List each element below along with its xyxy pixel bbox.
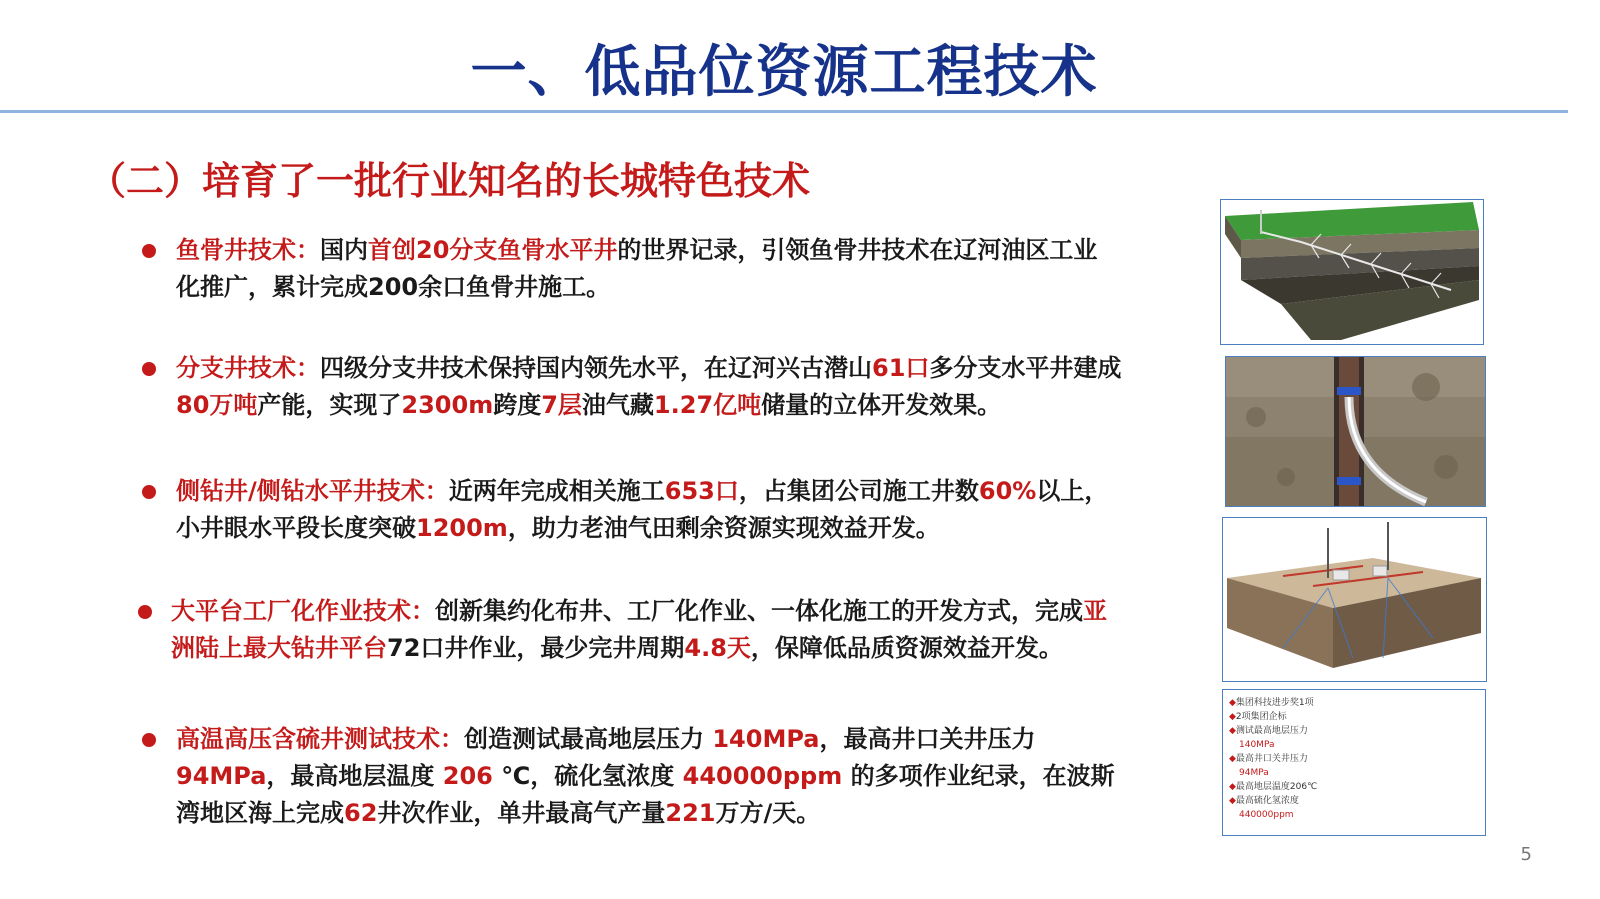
- highlight-text: 140MPa: [712, 725, 820, 753]
- body-text: 多分支水平井建成: [929, 354, 1122, 382]
- bullet-line: [176, 232, 1176, 269]
- body-text: 油气藏: [581, 391, 654, 419]
- bullet-large-platform: [171, 593, 1171, 667]
- bullet-dot: [138, 605, 152, 619]
- body-text: 近两年完成相关施工: [448, 477, 665, 505]
- bullet-heading: 大平台工厂化作业技术：: [171, 597, 435, 625]
- highlight-text: 440000ppm: [682, 762, 843, 790]
- achievement-item: ◆最高硫化氢浓度: [1229, 796, 1299, 806]
- bullet-dot: [142, 362, 156, 376]
- bullet-line: [176, 510, 1176, 547]
- bullet-multilateral-well: [176, 350, 1176, 424]
- highlight-text: 亚: [1083, 597, 1107, 625]
- section-subtitle: （二）培育了一批行业知名的长城特色技术: [88, 159, 811, 203]
- highlight-text: 7层: [541, 391, 582, 419]
- bullet-line: [171, 630, 1171, 667]
- title-divider: [0, 110, 1568, 113]
- body-text: 小井眼水平段长度突破: [176, 514, 416, 542]
- body-text: ，保障低品质资源效益开发。: [750, 634, 1063, 662]
- body-text: 跨度: [493, 391, 542, 419]
- body-text: ，最高地层温度: [266, 762, 443, 790]
- bullet-line: [176, 473, 1176, 510]
- body-text: 产能，实现了: [257, 391, 402, 419]
- highlight-text: 洲陆上最大钻井平台: [171, 634, 387, 662]
- page-number: 5: [1520, 844, 1532, 865]
- body-text: 储量的立体开发效果。: [761, 391, 1002, 419]
- body-text: 化推广，累计完成200余口鱼骨井施工。: [176, 273, 611, 301]
- body-text: 的世界记录，引领鱼骨井技术在辽河油区工业: [617, 236, 1098, 264]
- page-title: 一、低品位资源工程技术: [470, 40, 1098, 105]
- bullet-line: [176, 795, 1176, 832]
- bullet-sidetrack-well: [176, 473, 1176, 547]
- bullet-fishbone-well: [176, 232, 1176, 306]
- fishbone-well-illustration: [1220, 199, 1484, 345]
- highlight-text: 80万吨: [176, 391, 258, 419]
- bullet-dot: [142, 733, 156, 747]
- achievement-list: [1229, 696, 1327, 822]
- achievement-item: 440000ppm: [1239, 810, 1294, 820]
- body-text: ，占集团公司施工井数: [738, 477, 979, 505]
- highlight-text: 653口: [664, 477, 739, 505]
- body-text: 国内: [320, 236, 368, 264]
- bullet-dot: [142, 485, 156, 499]
- body-text: 创造测试最高地层压力: [464, 725, 713, 753]
- bullet-hpht-sour-testing: [176, 721, 1176, 832]
- drilling-platform-illustration: [1222, 517, 1487, 682]
- body-text: ，最高井口关井压力: [819, 725, 1036, 753]
- body-text: 四级分支井技术保持国内领先水平，在辽河兴古潜山: [320, 354, 872, 382]
- achievement-item: ◆最高井口关井压力: [1229, 754, 1308, 764]
- highlight-text: 2300m: [401, 391, 494, 419]
- achievement-item: ◆最高地层温度206℃: [1229, 782, 1318, 792]
- highlight-text: 61口: [872, 354, 930, 382]
- achievement-item: ◆2项集团企标: [1229, 712, 1287, 722]
- highlight-text: 221: [665, 799, 716, 827]
- highlight-text: 首创20分支鱼骨水平井: [368, 236, 618, 264]
- bullet-heading: 高温高压含硫井测试技术：: [176, 725, 464, 753]
- highlight-text: 94MPa: [176, 762, 267, 790]
- highlight-text: 60%: [978, 477, 1037, 505]
- body-text: 以上，: [1036, 477, 1109, 505]
- achievement-item: ◆测试最高地层压力: [1229, 726, 1308, 736]
- bullet-heading: 侧钻井/侧钻水平井技术：: [176, 477, 449, 505]
- bullet-heading: 分支井技术：: [176, 354, 320, 382]
- highlight-text: 1200m: [416, 514, 508, 542]
- bullet-line: [176, 387, 1176, 424]
- body-text: 的多项作业纪录，在波斯: [842, 762, 1115, 790]
- body-text: 创新集约化布井、工厂化作业、一体化施工的开发方式，完成: [435, 597, 1083, 625]
- body-text: 湾地区海上完成: [176, 799, 344, 827]
- multilateral-well-illustration: [1225, 356, 1486, 507]
- body-text: 72口井作业，最少完井周期: [387, 634, 685, 662]
- bullet-line: [176, 269, 1176, 306]
- achievement-item: 140MPa: [1239, 740, 1275, 750]
- highlight-text: 4.8天: [684, 634, 751, 662]
- bullet-line: [176, 758, 1176, 795]
- body-text: ℃，硫化氢浓度: [501, 762, 683, 790]
- body-text: ，助力老油气田剩余资源实现效益开发。: [507, 514, 940, 542]
- hpht-testing-collage: [1222, 689, 1486, 836]
- highlight-text: 62: [344, 799, 378, 827]
- body-text: 万方/天。: [715, 799, 821, 827]
- bullet-dot: [142, 244, 156, 258]
- achievement-item: 94MPa: [1239, 768, 1269, 778]
- highlight-text: 1.27亿吨: [653, 391, 762, 419]
- bullet-line: [171, 593, 1171, 630]
- body-text: 井次作业，单井最高气产量: [377, 799, 666, 827]
- bullet-line: [176, 350, 1176, 387]
- highlight-text: 206: [442, 762, 502, 790]
- achievement-item: ◆集团科技进步奖1项: [1229, 698, 1314, 708]
- bullet-heading: 鱼骨井技术：: [176, 236, 320, 264]
- bullet-line: [176, 721, 1176, 758]
